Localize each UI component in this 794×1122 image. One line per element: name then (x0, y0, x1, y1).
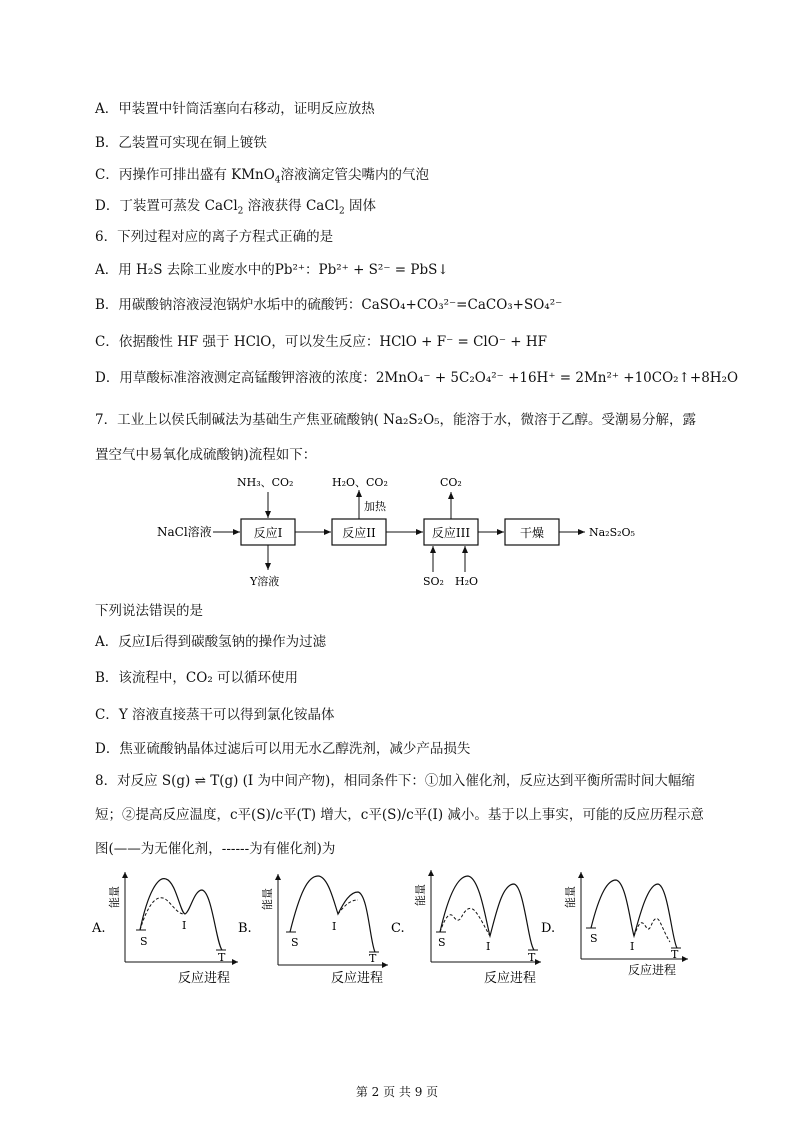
q6-option-b: B．用碳酸钠溶液浸泡锅炉水垢中的硫酸钙：CaSO₄+CO₃²⁻=CaCO₃+SO₄²⁻ (95, 297, 563, 313)
q6-option-a: A．用 H₂S 去除工业废水中的Pb²⁺：Pb²⁺ + S²⁻ = PbS↓ (95, 262, 449, 278)
q6-option-c: C．依据酸性 HF 强于 HClO，可以发生反应：HClO + F⁻ = ClO⁻ + HF (95, 334, 547, 350)
label-t: T (671, 948, 679, 961)
flow-out1-label: Y溶液 (250, 575, 280, 588)
x-axis-label: 反应进程 (484, 971, 537, 986)
flow-in3b-label: H₂O (455, 575, 479, 588)
q7-stem-line1: 7．工业上以侯氏制碱法为基础生产焦亚硫酸钠( Na₂S₂O₅，能溶于水，微溶于乙醇。受潮易分解，露 (95, 412, 697, 428)
q7-option-c: C．Y 溶液直接蒸干可以得到氯化铵晶体 (95, 707, 335, 723)
q6-option-d: D．用草酸标准溶液测定高锰酸钾溶液的浓度：2MnO₄⁻ + 5C₂O₄²⁻ +16H⁺ = 2Mn²⁺ +10CO₂↑+8H₂O (95, 370, 739, 386)
y-axis-label: 能量 (108, 886, 121, 908)
q5-option-d: D．丁装置可蒸发 CaCl$_2$ 溶液获得 CaCl$_2$ 固体 (95, 198, 377, 217)
q7-option-a: A．反应I后得到碳酸氢钠的操作为过滤 (95, 634, 327, 650)
q8-stem-line3: 图(——为无催化剂，------为有催化剂)为 (95, 841, 336, 857)
label-s: S (291, 936, 299, 949)
label-i: I (182, 919, 187, 932)
diagram-b (238, 874, 388, 986)
option-c-label: C. (391, 921, 405, 936)
q7-ask: 下列说法错误的是 (95, 603, 203, 619)
q8-stem-line2: 短；②提高反应温度，c平(S)/c平(T) 增大，c平(S)/c平(I) 减小。基于以上事实，可能的反应历程示意 (95, 807, 704, 823)
flow-box-dry-label: 干燥 (519, 526, 545, 540)
diagram-d (541, 872, 688, 977)
flow-in1-label: NH₃、CO₂ (237, 476, 294, 489)
label-t: T (528, 951, 536, 964)
label-s: S (140, 935, 148, 948)
x-axis-label: 反应进程 (628, 963, 677, 977)
q7-option-d: D．焦亚硫酸钠晶体过滤后可以用无水乙醇洗剂，减少产品损失 (95, 741, 471, 757)
q8-energy-diagrams (88, 862, 708, 992)
label-t: T (369, 952, 377, 965)
q8-stem-line1: 8．对反应 S(g) ⇌ T(g) (I 为中间产物)，相同条件下：①加入催化剂，反应达到平衡所需时间大幅缩 (95, 773, 695, 789)
flow-output-label: Na₂S₂O₅ (589, 526, 635, 539)
flow-box-reaction3-label: 反应III (431, 526, 471, 540)
y-axis-label: 能量 (564, 886, 577, 908)
label-i: I (486, 940, 491, 953)
flow-out3-label: CO₂ (440, 476, 462, 489)
flow-box-reaction2-label: 反应II (342, 526, 376, 540)
flow-cond2-label: 加热 (364, 500, 386, 513)
q7-option-b: B．该流程中，CO₂ 可以循环使用 (95, 670, 299, 686)
q5-option-c: C．丙操作可排出盛有 KMnO$_4$溶液滴定管尖嘴内的气泡 (95, 167, 430, 186)
option-b-label: B. (238, 921, 252, 936)
flow-box-reaction1-label: 反应I (253, 526, 283, 540)
page-footer: 第 2 页 共 9 页 (355, 1085, 439, 1099)
y-axis-label: 能量 (261, 888, 274, 910)
label-s: S (590, 932, 598, 945)
label-i: I (332, 920, 337, 933)
q7-flow-diagram (155, 468, 655, 594)
flow-input-label: NaCl溶液 (157, 525, 212, 539)
diagram-a (91, 872, 238, 986)
x-axis-label: 反应进程 (331, 971, 384, 986)
q6-stem: 6．下列过程对应的离子方程式正确的是 (95, 229, 334, 245)
label-i: I (630, 940, 635, 953)
option-d-label: D. (541, 921, 556, 936)
q5-option-b: B．乙装置可实现在铜上镀铁 (95, 135, 267, 151)
option-a-label: A. (92, 921, 106, 936)
label-t: T (218, 951, 226, 964)
label-s: S (438, 936, 446, 949)
q5-option-a: A．甲装置中针筒活塞向右移动，证明反应放热 (95, 101, 375, 117)
y-axis-label: 能量 (414, 884, 427, 906)
flow-out2-label: H₂O、CO₂ (332, 476, 388, 489)
diagram-c (391, 870, 541, 986)
x-axis-label: 反应进程 (178, 971, 231, 986)
flow-in3a-label: SO₂ (423, 575, 444, 588)
q7-stem-line2: 置空气中易氧化成硫酸钠)流程如下： (95, 447, 317, 463)
